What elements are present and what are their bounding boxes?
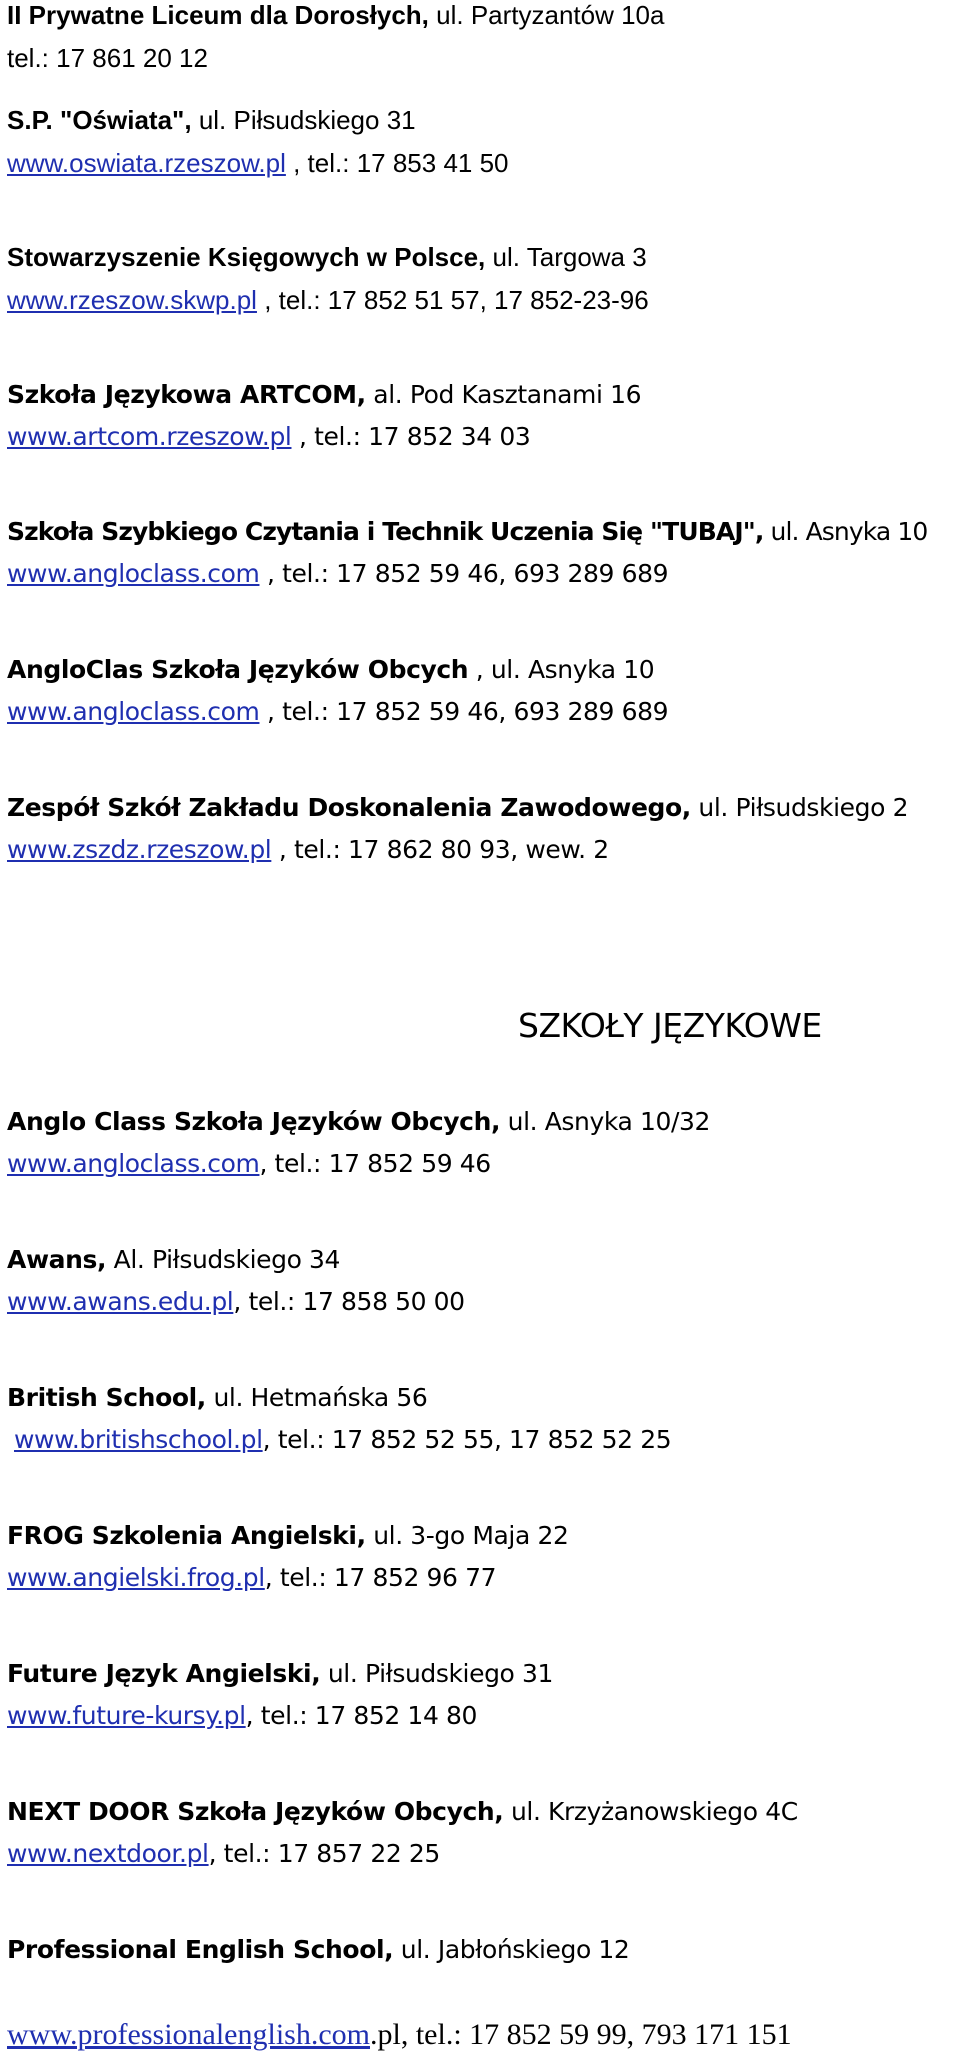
school-entry xyxy=(7,1659,953,1731)
institution-name: Szkoła Językowa ARTCOM, xyxy=(7,380,366,409)
institution-name: II Prywatne Liceum dla Dorosłych, xyxy=(7,0,429,30)
institution-phone: , tel.: 17 852 34 03 xyxy=(291,422,531,451)
section-heading: SZKOŁY JĘZYKOWE xyxy=(518,1006,822,1045)
school-address: ul. Krzyżanowskiego 4C xyxy=(503,1797,798,1826)
institution-address: , ul. Asnyka 10 xyxy=(468,655,655,684)
school-phone: , tel.: 17 857 22 25 xyxy=(208,1839,440,1868)
school-contact-line xyxy=(7,2018,792,2052)
school-name: Future Język Angielski, xyxy=(7,1659,321,1688)
institution-entry xyxy=(7,380,953,452)
website-link[interactable]: www.professionalenglish.com xyxy=(7,2018,370,2051)
institution-name: S.P. "Oświata", xyxy=(7,105,192,135)
school-name: Anglo Class Szkoła Języków Obcych, xyxy=(7,1107,501,1136)
school-name: Professional English School, xyxy=(7,1935,394,1964)
institution-address: al. Pod Kasztanami 16 xyxy=(365,380,642,409)
institution-phone: , tel.: 17 852 59 46, 693 289 689 xyxy=(259,697,669,726)
school-entry xyxy=(7,1245,953,1317)
institution-address: ul. Piłsudskiego 2 xyxy=(690,793,909,822)
institution-phone: tel.: 17 861 20 12 xyxy=(7,43,208,74)
school-address: ul. Jabłońskiego 12 xyxy=(393,1935,630,1964)
school-entry xyxy=(7,1935,953,1965)
institution-phone: , tel.: 17 862 80 93, wew. 2 xyxy=(271,835,609,864)
school-name: Awans, xyxy=(7,1245,107,1274)
school-entry xyxy=(7,1383,953,1455)
website-link[interactable]: www.awans.edu.pl xyxy=(7,1287,234,1316)
school-address: ul. Asnyka 10/32 xyxy=(500,1107,711,1136)
school-name: British School, xyxy=(7,1383,206,1412)
website-link[interactable]: www.angielski.frog.pl xyxy=(7,1563,265,1592)
institution-address: ul. Partyzantów 10a xyxy=(428,0,665,30)
website-link[interactable]: www.future-kursy.pl xyxy=(7,1701,246,1730)
institution-phone: , tel.: 17 852 59 46, 693 289 689 xyxy=(259,559,669,588)
institution-address: ul. Piłsudskiego 31 xyxy=(191,105,416,135)
website-link[interactable]: www.britishschool.pl xyxy=(14,1425,263,1454)
school-address: ul. Piłsudskiego 31 xyxy=(320,1659,554,1688)
institution-address: ul. Targowa 3 xyxy=(485,242,647,272)
school-phone: , tel.: 17 852 59 46 xyxy=(259,1149,491,1178)
institution-address: ul. Asnyka 10 xyxy=(763,517,928,546)
institution-phone: , tel.: 17 853 41 50 xyxy=(285,148,509,179)
website-link[interactable]: www.zszdz.rzeszow.pl xyxy=(7,835,272,864)
institution-entry xyxy=(7,105,953,179)
school-phone: , tel.: 17 858 50 00 xyxy=(233,1287,465,1316)
institution-entry xyxy=(7,793,953,865)
school-entry xyxy=(7,1521,953,1593)
website-link[interactable]: www.rzeszow.skwp.pl xyxy=(7,285,257,316)
school-phone: , tel.: 17 852 52 55, 17 852 52 25 xyxy=(262,1425,672,1454)
institution-name: AngloClas Szkoła Języków Obcych xyxy=(7,655,469,684)
school-phone: , tel.: 17 852 14 80 xyxy=(245,1701,478,1730)
institution-phone: , tel.: 17 852 51 57, 17 852-23-96 xyxy=(256,285,649,316)
website-link[interactable]: www.angloclass.com xyxy=(7,1149,260,1178)
website-link[interactable]: www.angloclass.com xyxy=(7,559,260,588)
institution-name: Zespół Szkół Zakładu Doskonalenia Zawodowego, xyxy=(7,793,691,822)
school-address: Al. Piłsudskiego 34 xyxy=(106,1245,341,1274)
institution-entry xyxy=(7,655,953,727)
school-name: NEXT DOOR Szkoła Języków Obcych, xyxy=(7,1797,504,1826)
website-link[interactable]: www.oswiata.rzeszow.pl xyxy=(7,148,286,179)
school-name: FROG Szkolenia Angielski, xyxy=(7,1521,366,1550)
institution-entry xyxy=(7,517,953,589)
website-link[interactable]: www.angloclass.com xyxy=(7,697,260,726)
school-entry xyxy=(7,1107,953,1179)
school-phone: , tel.: 17 852 96 77 xyxy=(264,1563,497,1592)
school-address: ul. Hetmańska 56 xyxy=(205,1383,428,1412)
school-address: ul. 3-go Maja 22 xyxy=(365,1521,569,1550)
website-link[interactable]: www.nextdoor.pl xyxy=(7,1839,209,1868)
school-entry xyxy=(7,1797,953,1869)
institution-entry xyxy=(7,242,953,316)
institution-name: Stowarzyszenie Księgowych w Polsce, xyxy=(7,242,486,272)
school-phone: .pl, tel.: 17 852 59 99, 793 171 151 xyxy=(370,2018,792,2051)
institution-name: Szkoła Szybkiego Czytania i Technik Uczenia Się "TUBAJ", xyxy=(7,517,764,546)
website-link[interactable]: www.artcom.rzeszow.pl xyxy=(7,422,292,451)
institution-entry xyxy=(7,0,953,74)
